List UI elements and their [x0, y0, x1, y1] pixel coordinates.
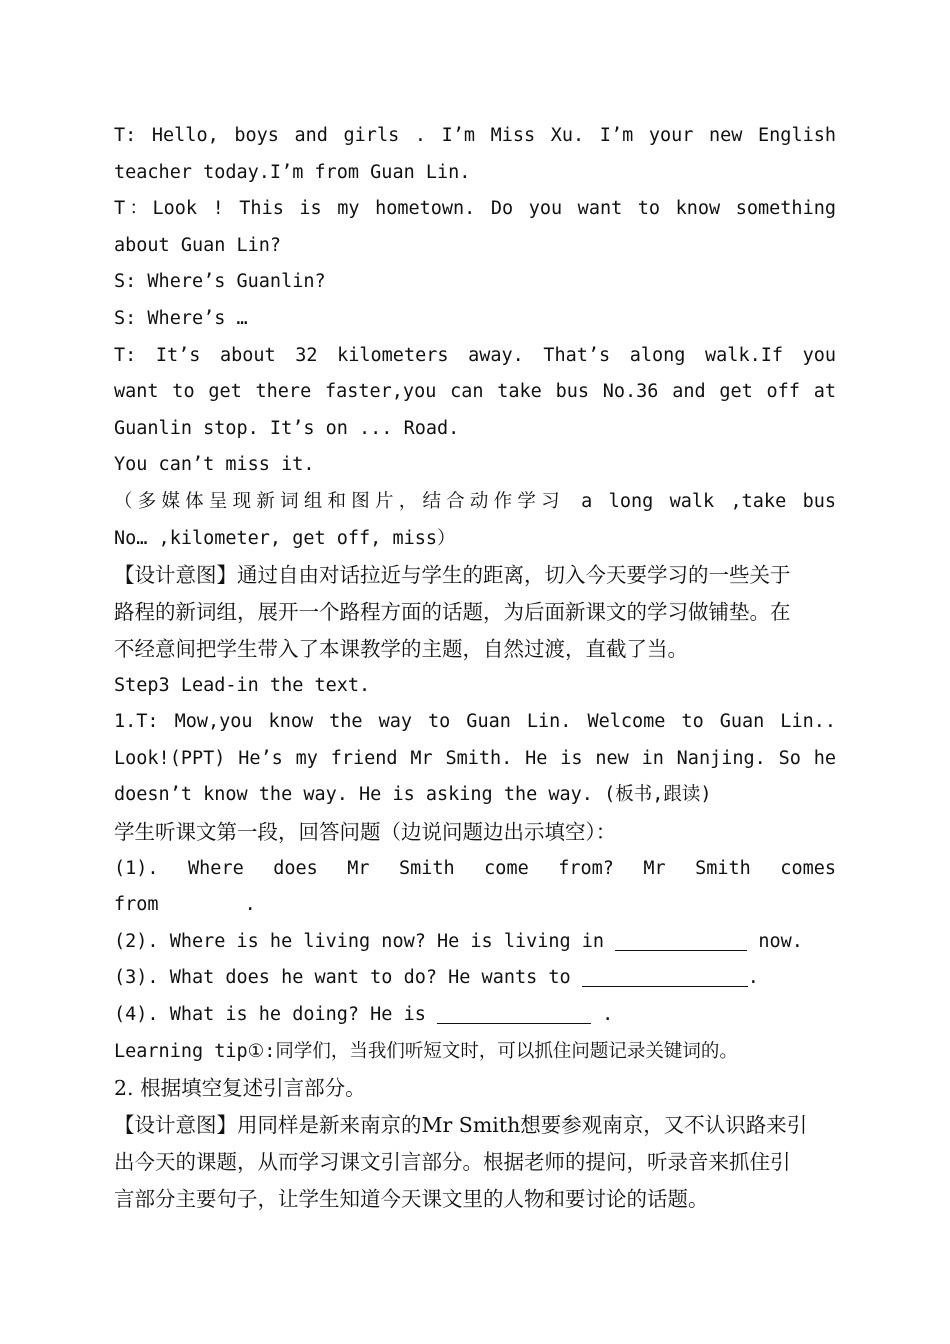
- dialogue-line: Guanlin stop. It’s on ... Road.: [114, 417, 460, 439]
- design-intent-line: 不经意间把学生带入了本课教学的主题，自然过渡，直截了当。: [114, 636, 688, 661]
- question-text: .: [747, 967, 759, 989]
- note-line: No… ,kilometer, get off, miss）: [114, 527, 456, 549]
- instruction-line: 2. 根据填空复述引言部分。: [114, 1076, 366, 1101]
- question-text: (2). Where is he living now? He is living in: [114, 930, 605, 952]
- design-intent-line: 【设计意图】用同样是新来南京的Mr Smith想要参观南京，又不认识路来引: [114, 1113, 808, 1138]
- answer-blank[interactable]: [437, 1003, 591, 1024]
- dialogue-line: want to get there faster,you can take bus No.36 and get off at: [114, 381, 836, 403]
- question-line: [114, 887, 836, 924]
- dialogue-line: teacher today.I’m from Guan Lin.: [114, 161, 471, 183]
- question-line: [114, 997, 836, 1034]
- dialogue-line: doesn’t know the way. He is asking the way. (板书,跟读): [114, 784, 712, 806]
- step-heading: Step3 Lead-in the text.: [114, 674, 371, 696]
- dialogue-line: S: Where’s Guanlin?: [114, 271, 326, 293]
- design-intent-line: 言部分主要句子，让学生知道今天课文里的人物和要讨论的话题。: [114, 1186, 709, 1211]
- dialogue-line: T：Look ! This is my hometown. Do you want to know something: [114, 198, 836, 220]
- dialogue-line: Look!(PPT) He’s my friend Mr Smith. He is new in Nanjing. So he: [114, 747, 836, 769]
- dialogue-line: You can’t miss it.: [114, 454, 315, 476]
- design-intent-line: 出今天的课题，从而学习课文引言部分。根据老师的提问，听录音来抓住引: [114, 1149, 791, 1174]
- question-text: .: [602, 1004, 614, 1026]
- question-text: now.: [758, 930, 803, 952]
- question-text: .: [244, 894, 256, 916]
- question-text: from: [114, 894, 159, 916]
- design-intent-line: 【设计意图】通过自由对话拉近与学生的距离，切入今天要学习的一些关于: [114, 563, 791, 588]
- document-body: [114, 118, 836, 1217]
- dialogue-line: T: Hello, boys and girls . I’m Miss Xu. I’m your new English: [114, 125, 836, 146]
- question-line: [114, 960, 836, 997]
- dialogue-line: 1.T: Mow,you know the way to Guan Lin. Welcome to Guan Lin..: [114, 711, 836, 733]
- answer-blank[interactable]: [615, 930, 747, 951]
- dialogue-line: about Guan Lin?: [114, 234, 282, 256]
- design-intent-line: 路程的新词组，展开一个路程方面的话题，为后面新课文的学习做铺垫。在: [114, 599, 791, 624]
- question-text: (3). What does he want to do? He wants to: [114, 967, 571, 989]
- question-line: [114, 924, 836, 961]
- question-line: (1). Where does Mr Smith come from? Mr Smith comes: [114, 857, 836, 879]
- instruction-line: 学生听课文第一段，回答问题（边说问题边出示填空）：: [114, 819, 617, 844]
- learning-tip: Learning tip①:同学们，当我们听短文时，可以抓住问题记录关键词的。: [114, 1040, 738, 1062]
- dialogue-line: S: Where’s …: [114, 307, 248, 329]
- note-line: （多媒体呈现新词组和图片，结合动作学习 a long walk ,take bus: [114, 490, 836, 512]
- answer-blank[interactable]: [582, 966, 748, 987]
- dialogue-line: T: It’s about 32 kilometers away. That’s along walk.If you: [114, 344, 836, 366]
- question-text: (4). What is he doing? He is: [114, 1004, 426, 1026]
